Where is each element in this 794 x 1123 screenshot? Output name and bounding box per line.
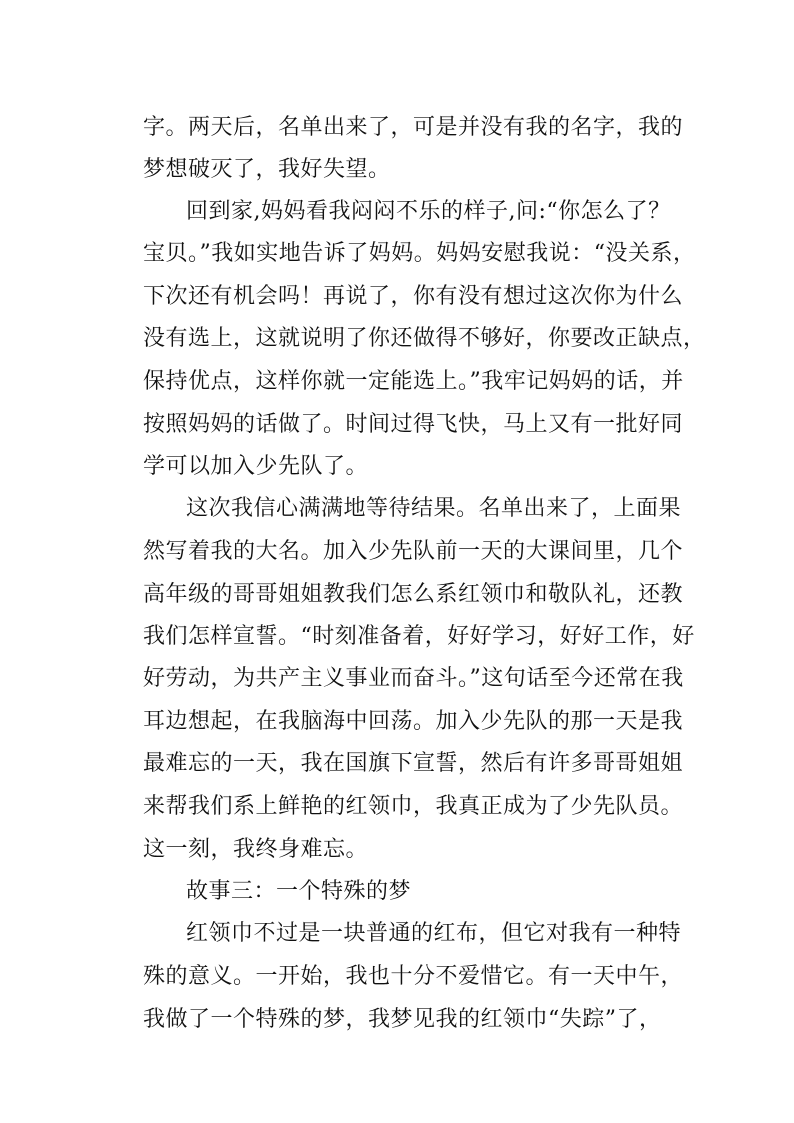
text-line-20: 红领巾不过是一块普通的红布，但它对我有一种特 — [186, 921, 682, 946]
text-line-4: 宝贝。”我如实地告诉了妈妈。妈妈安慰我说：“没关系， — [143, 241, 696, 266]
text-line-8: 按照妈妈的话做了。时间过得飞快，马上又有一批好同 — [143, 412, 684, 437]
text-line-10: 这次我信心满满地等待结果。名单出来了，上面果 — [186, 496, 682, 521]
text-line-22: 我做了一个特殊的梦，我梦见我的红领巾“失踪”了， — [143, 1007, 662, 1032]
text-line-3: 回到家,妈妈看我闷闷不乐的样子,问:“你怎么了？ — [186, 199, 671, 224]
text-line-2: 梦想破灭了，我好失望。 — [143, 157, 391, 182]
text-line-17: 来帮我们系上鲜艳的红领巾，我真正成为了少先队员。 — [143, 794, 684, 819]
text-line-13: 我们怎样宣誓。“时刻准备着，好好学习，好好工作，好 — [143, 624, 695, 649]
text-line-14: 好劳动，为共产主义事业而奋斗。”这句话至今还常在我 — [143, 666, 684, 691]
text-line-5: 下次还有机会吗！再说了，你有没有想过这次你为什么 — [143, 284, 684, 309]
text-line-16: 最难忘的一天，我在国旗下宣誓，然后有许多哥哥姐姐 — [143, 751, 684, 776]
text-line-21: 殊的意义。一开始，我也十分不爱惜它。有一天中午， — [143, 964, 684, 989]
text-line-1: 字。两天后，名单出来了，可是并没有我的名字，我的 — [143, 115, 684, 140]
text-line-15: 耳边想起，在我脑海中回荡。加入少先队的那一天是我 — [143, 709, 684, 734]
text-line-9: 学可以加入少先队了。 — [143, 454, 369, 479]
text-line-7: 保持优点，这样你就一定能选上。”我牢记妈妈的话，并 — [143, 369, 684, 394]
text-line-6: 没有选上，这就说明了你还做得不够好，你要改正缺点， — [143, 326, 706, 351]
text-line-11: 然写着我的大名。加入少先队前一天的大课间里，几个 — [143, 539, 684, 564]
text-line-18: 这一刻，我终身难忘。 — [143, 837, 369, 862]
text-line-12: 高年级的哥哥姐姐教我们怎么系红领巾和敬队礼，还教 — [143, 582, 684, 607]
section-heading: 故事三：一个特殊的梦 — [186, 879, 412, 904]
